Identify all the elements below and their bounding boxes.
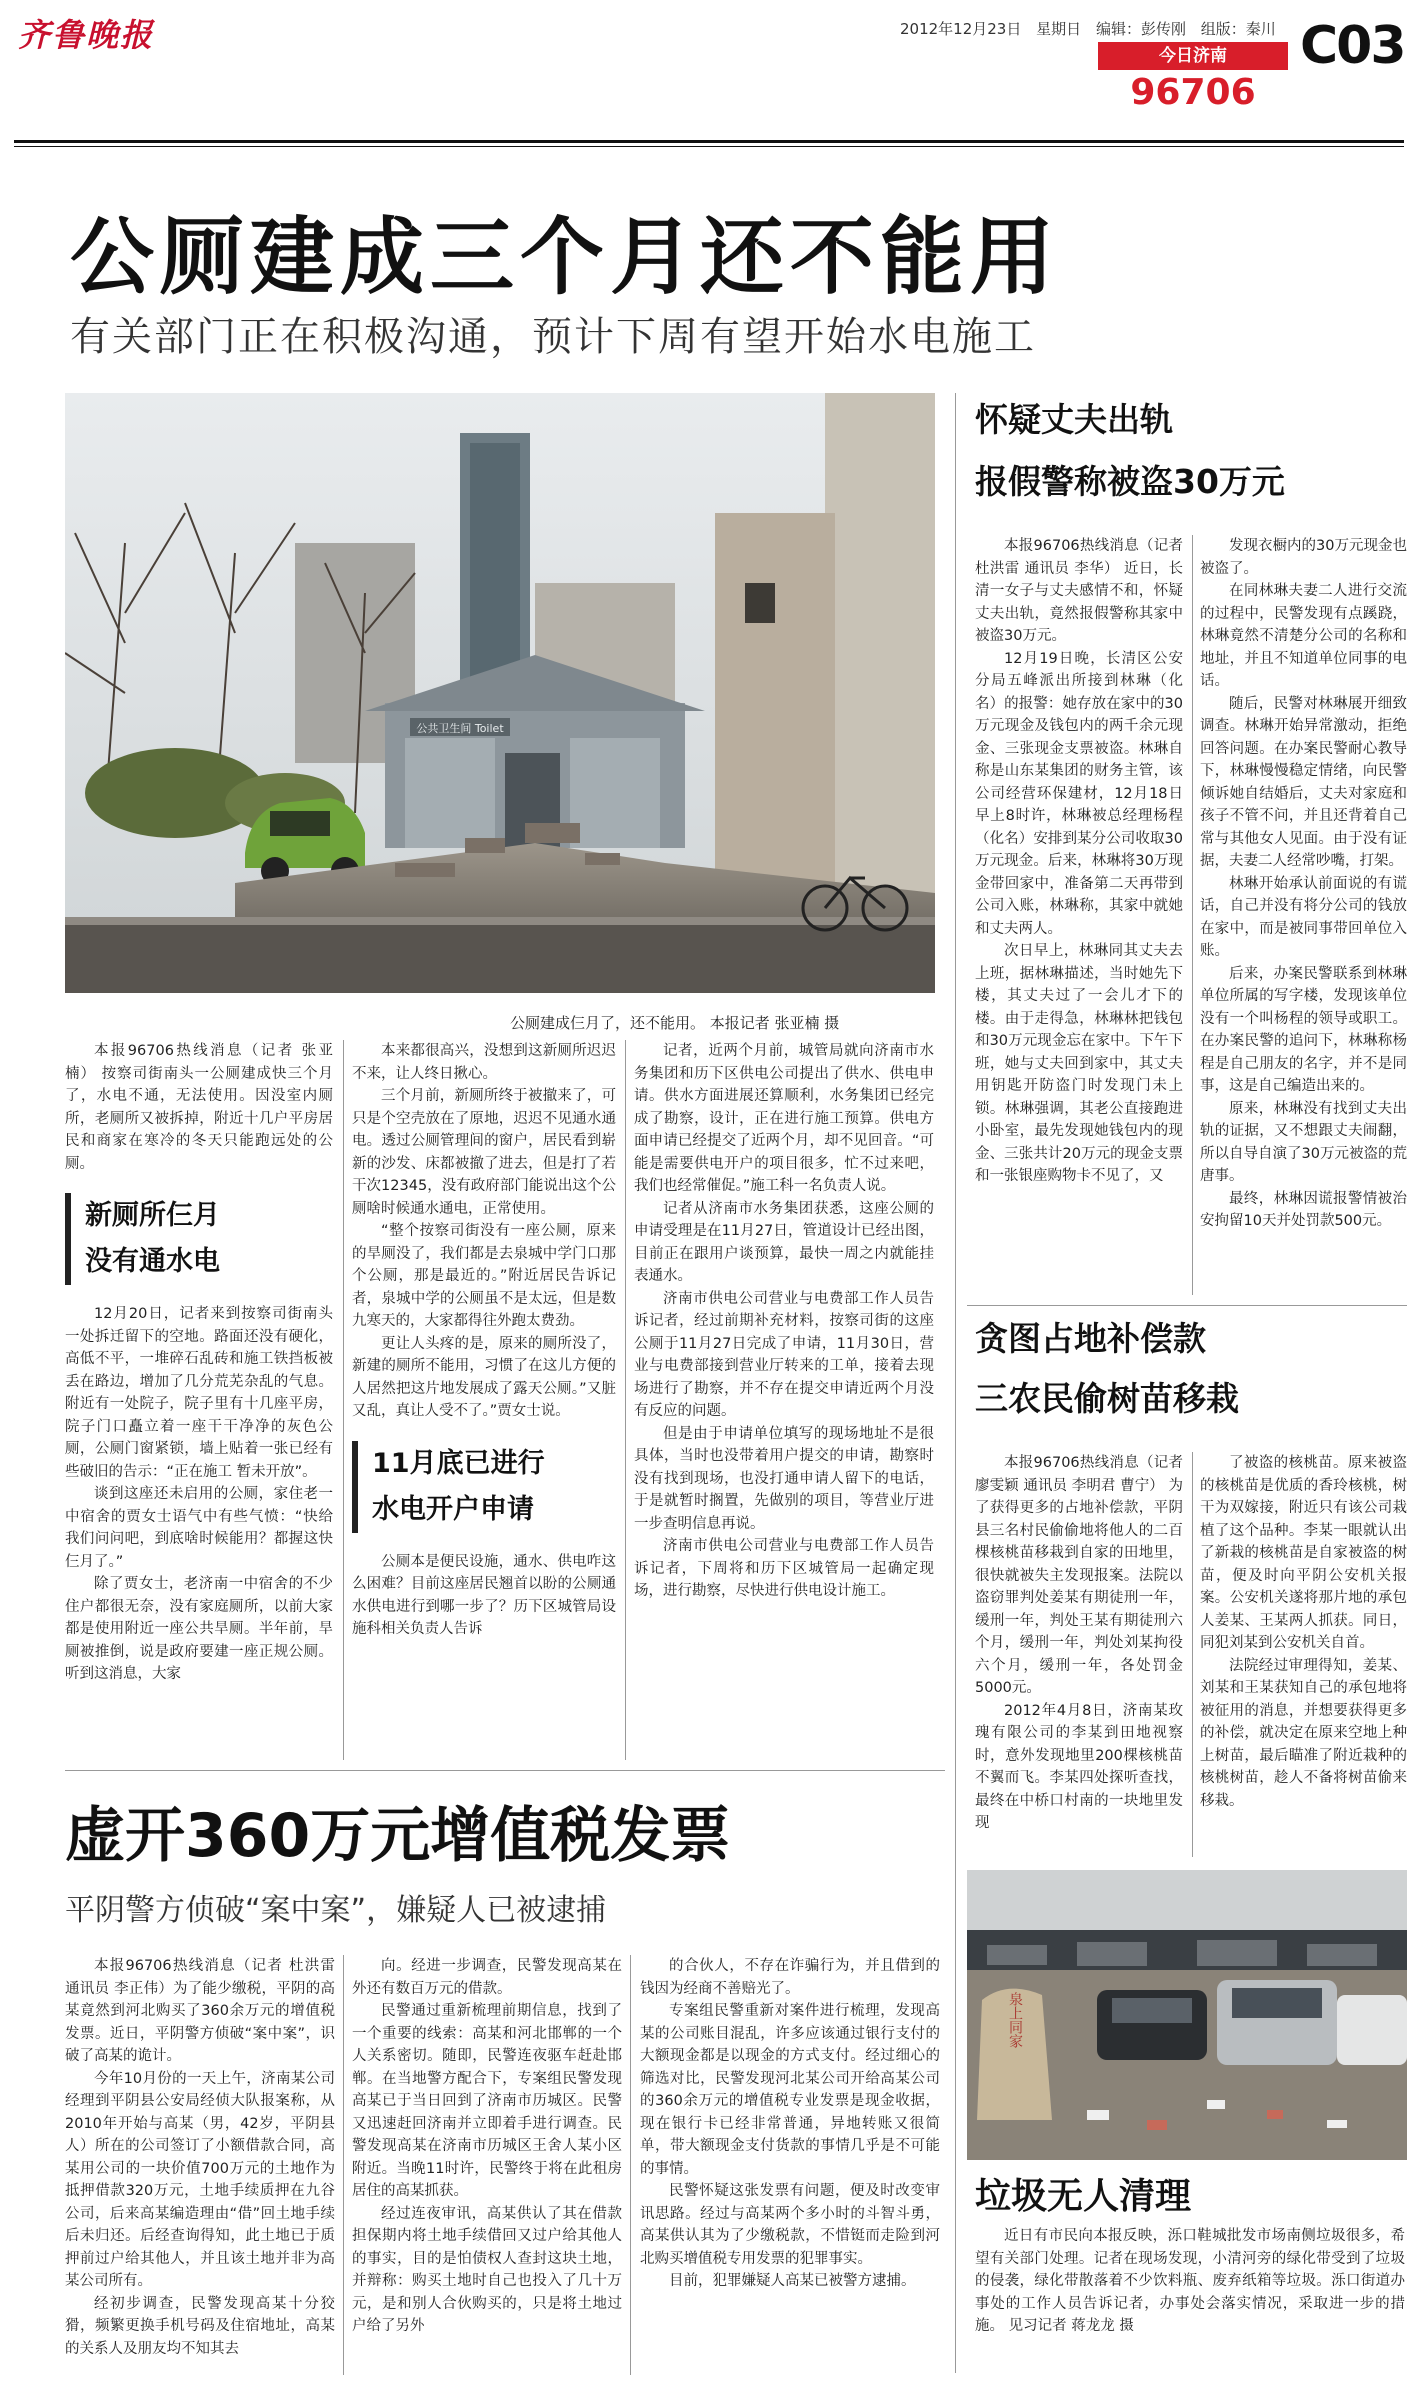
article-lead: 本报96706热线消息（记者 张亚楠） 按察司街南头一公厕建成快三个月了，水电不通，无法使用。因没室内厕所，老厕所又被拆掉，附近十几户平房居民和商家在寒冷的冬天只能跑远处的公厕。 bbox=[65, 1043, 333, 1172]
tax-paragraph: 民警通过重新梳理前期信息，找到了一个重要的线索：高某和河北邯郸的一个人关系密切。随即，民警连夜驱车赶赴邯郸。在当地警方配合下，专案组民警发现高某已于当日回到了济南市历城区。民警又迅速赶回济南并立即着手进行调查。民警发现高某在济南市历城区王舍人某小区附近。当晚11时许，民警终于将在此租房居住的高某抓获。 bbox=[352, 2003, 622, 2199]
garbage-photo-illustration bbox=[967, 1870, 1407, 2160]
article-paragraph: 12月20日，记者来到按察司街南头一处拆迁留下的空地。路面还没有硬化，高低不平，一堆碎石乱砖和施工铁挡板被丢在路边，增加了几分荒芜杂乱的气息。附近有一处院子，院子里有十几座平房，院子门口矗立着一座干干净净的灰色公厕，公厕门窗紧锁，墙上贴着一张已经有些破旧的告示：“正在施工 暂未开放”。 bbox=[65, 1306, 333, 1480]
article-paragraph: 但是由于申请单位填写的现场地址不是很具体，当时也没带着用户提交的申请，勘察时没有找到现场，也没打通申请人留下的电话，于是就暂时搁置，先做别的项目，等营业厅进一步查明信息再说。 bbox=[634, 1425, 934, 1532]
issue-date: 2012年12月23日 bbox=[900, 20, 1022, 38]
side1-column-a bbox=[975, 535, 1183, 1295]
article-paragraph: 记者从济南市水务集团获悉，这座公厕的申请受理是在11月27日，管道设计已经出图，目前正在跟用户谈预算，最快一周之内就能挂表通水。 bbox=[634, 1200, 934, 1284]
side2-column-b bbox=[1200, 1452, 1407, 1857]
photo-caption: 公厕建成仨月了，还不能用。 本报记者 张亚楠 摄 bbox=[510, 1014, 840, 1032]
tax-paragraph: 的合伙人，不存在诈骗行为，并且借到的钱因为经商不善赔光了。 bbox=[640, 1958, 940, 1997]
page-number: C03 bbox=[1300, 16, 1405, 76]
article-paragraph: 本来都很高兴，没想到这新厕所迟迟不来，让人终日揪心。 bbox=[352, 1043, 616, 1082]
column-rule bbox=[625, 1040, 626, 1760]
section-rule-horizontal bbox=[65, 1770, 945, 1771]
article-paragraph: “整个按察司街没有一座公厕，原来的旱厕没了，我们都是去泉城中学门口那个公厕，那是最近的。”附近居民告诉记者，泉城中学的公厕虽不是太远，但是数九寒天的，大家都得往外跑太费劲。 bbox=[352, 1223, 616, 1329]
subheading-1-line-2: 没有通水电 bbox=[85, 1246, 220, 1277]
side1-column-b bbox=[1200, 535, 1407, 1295]
tax-paragraph: 专案组民警重新对案件进行梳理，发现高某的公司账目混乱，许多应该通过银行支付的大额现金都是以现金的方式支付。经过细心的筛选对比，民警发现河北某公司开给高某公司的360余万元的增值税专业发票是现金收据，现在银行卡已经非常普通，异地转账又很简单，带大额现金支付货款的事情几乎是不可能的事情。 bbox=[640, 2003, 940, 2177]
side1-paragraph: 12月19日晚，长清区公安分局五峰派出所接到林琳（化名）的报警：她存放在家中的30万元现金及钱包内的两千余元现金、三张现金支票被盗。林琳自称是山东某集团的财务主管，该公司经营环保建材，12月18日早上8时许，林琳被总经理杨程（化名）安排到某分公司收取30万元现金。后来，林琳将30万现金带回家中，准备第二天再带到公司入账，林琳称，其家中就她和丈夫两人。 bbox=[975, 650, 1183, 937]
toilet-photo bbox=[65, 393, 935, 993]
section-rule-horizontal bbox=[967, 1305, 1407, 1306]
side2-title-1: 贪图占地补偿款 bbox=[975, 1319, 1206, 1358]
article-paragraph: 济南市供电公司营业与电费部工作人员告诉记者，经过前期补充材料，按察司街的这座公厕于11月27日完成了申请，11月30日，营业与电费部接到营业厅转来的工单，接着去现场进行了勘察，并不存在提交申请近两个月没有反应的问题。 bbox=[634, 1290, 934, 1419]
subheading-1-line-1: 新厕所仨月 bbox=[85, 1200, 220, 1231]
subheading-box-1 bbox=[65, 1193, 333, 1285]
tax-column-3 bbox=[640, 1955, 940, 2375]
garbage-photo bbox=[967, 1870, 1407, 2160]
article-paragraph: 除了贾女士，老济南一中宿舍的不少住户都很无奈，没有家庭厕所，以前大家都是使用附近一座公共旱厕。半年前，旱厕被推倒，说是政府要建一座正规公厕。听到这消息，大家 bbox=[65, 1576, 333, 1682]
column-rule bbox=[630, 1955, 631, 2375]
tax-paragraph: 目前，犯罪嫌疑人高某已被警方逮捕。 bbox=[669, 2273, 916, 2289]
side1-title-1: 怀疑丈夫出轨 bbox=[975, 400, 1173, 439]
tax-paragraph: 今年10月份的一天上午，济南某公司经理到平阴县公安局经侦大队报案称，从2010年开始与高某（男，42岁，平阴县人）所在的公司签订了小额借款合同，高某用公司的一块价值700万元的土地作为抵押借款320万元，土地手续质押在九谷公司，后来高某编造理由“借”回土地手续后未归还。后经查询得知，此土地已于质押前过户给其他人，并且该土地并非为高某公司所有。 bbox=[65, 2070, 335, 2289]
subheading-box-2 bbox=[352, 1441, 616, 1533]
tax-headline: 虚开360万元增值税发票 bbox=[65, 1801, 731, 1871]
tax-paragraph: 经初步调查，民警发现高某十分狡猾，频繁更换手机号码及住宿地址，高某的关系人及朋友均不知其去 bbox=[65, 2295, 335, 2357]
article-paragraph: 济南市供电公司营业与电费部工作人员告诉记者，下周将和历下区城管局一起确定现场，进行勘察，尽快进行供电设计施工。 bbox=[634, 1538, 934, 1599]
masthead-rule bbox=[14, 140, 1404, 143]
main-headline: 公厕建成三个月还不能用 bbox=[70, 208, 1061, 306]
article-column-2 bbox=[352, 1040, 616, 1760]
tax-column-1 bbox=[65, 1955, 335, 2375]
side1-paragraph: 发现衣橱内的30万元现金也被盗了。 bbox=[1200, 538, 1407, 577]
column-rule bbox=[1192, 1452, 1193, 1857]
garbage-text bbox=[975, 2225, 1405, 2375]
article-paragraph: 记者，近两个月前，城管局就向济南市水务集团和历下区供电公司提出了供水、供电申请。供水方面进展还算顺利，水务集团已经完成了勘察，设计，正在进行施工预算。供电方面申请已经提交了近两个月，却不见回音。“可能是需要供电开户的项目很多，忙不过来吧，我们也经常催促。”施工科一名负责人说。 bbox=[634, 1043, 934, 1194]
tax-column-2 bbox=[352, 1955, 622, 2375]
column-rule bbox=[343, 1040, 344, 1760]
side2-paragraph: 了被盗的核桃苗。原来被盗的核桃苗是优质的香玲核桃，树干为双嫁接，附近只有该公司栽植了这个品种。李某一眼就认出了新栽的核桃苗是自家被盗的树苗，便及时向平阴公安机关报案。公安机关遂将那片地的承包人姜某、王某两人抓获。同日，同犯刘某到公安机关自首。 bbox=[1200, 1455, 1407, 1651]
toilet-photo-illustration bbox=[65, 393, 935, 993]
masthead-rule-thin bbox=[14, 146, 1404, 147]
article-column-3 bbox=[634, 1040, 934, 1760]
issue-meta bbox=[900, 18, 1286, 39]
hotline-number: 96706 bbox=[1130, 72, 1256, 113]
section-rule bbox=[955, 393, 956, 2373]
tax-paragraph: 向。经进一步调查，民警发现高某在外还有数百万元的借款。 bbox=[352, 1958, 622, 1997]
subheading-2-line-2: 水电开户申请 bbox=[372, 1493, 534, 1525]
rock-inscription: 泉上同家 bbox=[1007, 1992, 1023, 2048]
side1-paragraph: 林琳开始承认前面说的有谎话，自己并没有将分公司的钱放在家中，而是被同事带回单位入账。 bbox=[1200, 875, 1407, 959]
garbage-paragraph: 近日有市民向本报反映，泺口鞋城批发市场南侧垃圾很多，希望有关部门处理。记者在现场发现，小清河旁的绿化带受到了垃圾的侵袭，绿化带散落着不少饮料瓶、废弃纸箱等垃圾。泺口街道办事处的工作人员告诉记者，办事处会落实情况，采取进一步的措施。 见习记者 蒋龙龙 摄 bbox=[975, 2228, 1405, 2334]
tax-paragraph: 本报96706热线消息（记者 杜洪雷 通讯员 李正伟）为了能少缴税，平阴的高某竟然到河北购买了360余万元的增值税发票。近日，平阴警方侦破“案中案”，识破了高某的诡计。 bbox=[65, 1958, 335, 2064]
newspaper-logo: 齐鲁晚报 bbox=[18, 16, 155, 54]
layout-credit: 组版：秦川 bbox=[1200, 20, 1276, 38]
side1-paragraph: 后来，办案民警联系到林琳单位所属的写字楼，发现该单位没有一个叫杨程的领导或职工。在办案民警的追问下，林琳称杨程是自己朋友的名字，并不是同事，这是自己编造出来的。 bbox=[1200, 965, 1407, 1094]
side2-paragraph: 法院经过审理得知，姜某、刘某和王某获知自己的承包地将被征用的消息，并想要获得更多的补偿，就决定在原来空地上种上树苗，最后瞄准了附近栽种的核桃树苗，趁人不备将树苗偷来移栽。 bbox=[1200, 1657, 1407, 1809]
side2-column-a bbox=[975, 1452, 1183, 1857]
side1-paragraph: 本报96706热线消息（记者 杜洪雷 通讯员 李华） 近日，长清一女子与丈夫感情不和，怀疑丈夫出轨，竟然报假警称其家中被盗30万元。 bbox=[975, 538, 1183, 644]
subheading-2-line-1: 11月底已进行 bbox=[372, 1447, 545, 1479]
tax-paragraph: 经过连夜审讯，高某供认了其在借款担保期内将土地手续借回又过户给其他人的事实，目的是怕债权人查封这块土地，并辩称：购买土地时自己也投入了几十万元，是和别人合伙购买的，只是将土地过户给了另外 bbox=[352, 2205, 622, 2334]
side2-title-2: 三农民偷树苗移栽 bbox=[975, 1379, 1239, 1418]
column-rule bbox=[1192, 535, 1193, 1295]
side1-paragraph: 次日早上，林琳同其丈夫去上班，据林琳描述，当时她先下楼，其丈夫过了一会儿才下的楼。由于走得急，林琳林把钱包和30万元现金忘在家中。下午下班，她与丈夫回到家中，其丈夫用钥匙开防盗门时发现门未上锁。林琳强调，其老公直接跑进小卧室，最先发现她钱包内的现金、三张共计20万元的现金支票和一张银座购物卡不见了，又 bbox=[975, 943, 1183, 1184]
side1-paragraph: 最终，林琳因谎报警情被治安拘留10天并处罚款500元。 bbox=[1200, 1190, 1407, 1229]
article-column-1 bbox=[65, 1040, 333, 1760]
toilet-sign: 公共卫生间 Toilet bbox=[416, 722, 504, 735]
article-paragraph: 更让人头疼的是，原来的厕所没了，新建的厕所不能用，习惯了在这儿方便的人居然把这片地发展成了露天公厕。”又脏又乱，真让人受不了。”贾女士说。 bbox=[352, 1335, 616, 1419]
editor-credit: 编辑：彭传刚 bbox=[1095, 20, 1186, 38]
tax-paragraph: 民警怀疑这张发票有问题，便及时改变审讯思路。经过与高某两个多小时的斗智斗勇，高某供认其为了少缴税款，不惜铤而走险到河北购买增值税专用发票的犯罪事实。 bbox=[640, 2183, 940, 2267]
side1-paragraph: 在同林琳夫妻二人进行交流的过程中，民警发现有点蹊跷，林琳竟然不清楚分公司的名称和地址，并且不知道单位同事的电话。 bbox=[1200, 583, 1407, 689]
issue-weekday: 星期日 bbox=[1036, 20, 1082, 38]
column-rule bbox=[343, 1955, 344, 2375]
section-label: 今日济南 bbox=[1098, 42, 1288, 70]
article-paragraph: 三个月前，新厕所终于被撤来了，可只是个空壳放在了原地，迟迟不见通水通电。透过公厕管理间的窗户，居民看到崭新的沙发、床都被撤了进去，但是打了若干次12345，没有政府部门能说出这个公厕啥时候通水通电，正常使用。 bbox=[352, 1088, 616, 1217]
side1-paragraph: 随后，民警对林琳展开细致调查。林琳开始异常激动，拒绝回答问题。在办案民警耐心教导下，林琳慢慢稳定情绪，向民警倾诉她自结婚后，丈夫对家庭和孩子不管不问，并且还背着自己常与其他女人见面。由于没有证据，夫妻二人经常吵嘴，打架。 bbox=[1200, 695, 1407, 869]
side1-title-2: 报假警称被盗30万元 bbox=[975, 462, 1285, 501]
article-paragraph: 公厕本是便民设施，通水、供电咋这么困难？目前这座居民翘首以盼的公厕通水供电进行到哪一步了？历下区城管局设施科相关负责人告诉 bbox=[352, 1553, 616, 1637]
side2-paragraph: 2012年4月8日，济南某玫瑰有限公司的李某到田地视察时，意外发现地里200棵核桃苗不翼而飞。李某四处探听查找，最终在中桥口村南的一块地里发现 bbox=[975, 1702, 1183, 1831]
main-subhead: 有关部门正在积极沟通，预计下周有望开始水电施工 bbox=[70, 314, 1036, 360]
tax-subhead: 平阴警方侦破“案中案”，嫌疑人已被逮捕 bbox=[65, 1893, 607, 1928]
garbage-title: 垃圾无人清理 bbox=[975, 2176, 1192, 2217]
side2-paragraph: 本报96706热线消息（记者 廖雯颖 通讯员 李明君 曹宁） 为了获得更多的占地补偿款，平阴县三名村民偷偷地将他人的二百棵核桃苗移栽到自家的田地里，很快就被失主发现报案。法院以盗窃罪判处姜某有期徒刑一年，缓刑一年，判处王某有期徒刑六个月，缓刑一年，判处刘某拘役六个月，缓刑一年，各处罚金5000元。 bbox=[975, 1455, 1183, 1696]
article-paragraph: 谈到这座还未启用的公厕，家住老一中宿舍的贾女士语气中有些气愤：“快给我们问问吧，到底啥时候能用？都握这快仨月了。” bbox=[65, 1486, 333, 1570]
side1-paragraph: 原来，林琳没有找到丈夫出轨的证据，又不想跟丈夫闹翻，所以自导自演了30万元被盗的荒唐事。 bbox=[1200, 1100, 1407, 1184]
